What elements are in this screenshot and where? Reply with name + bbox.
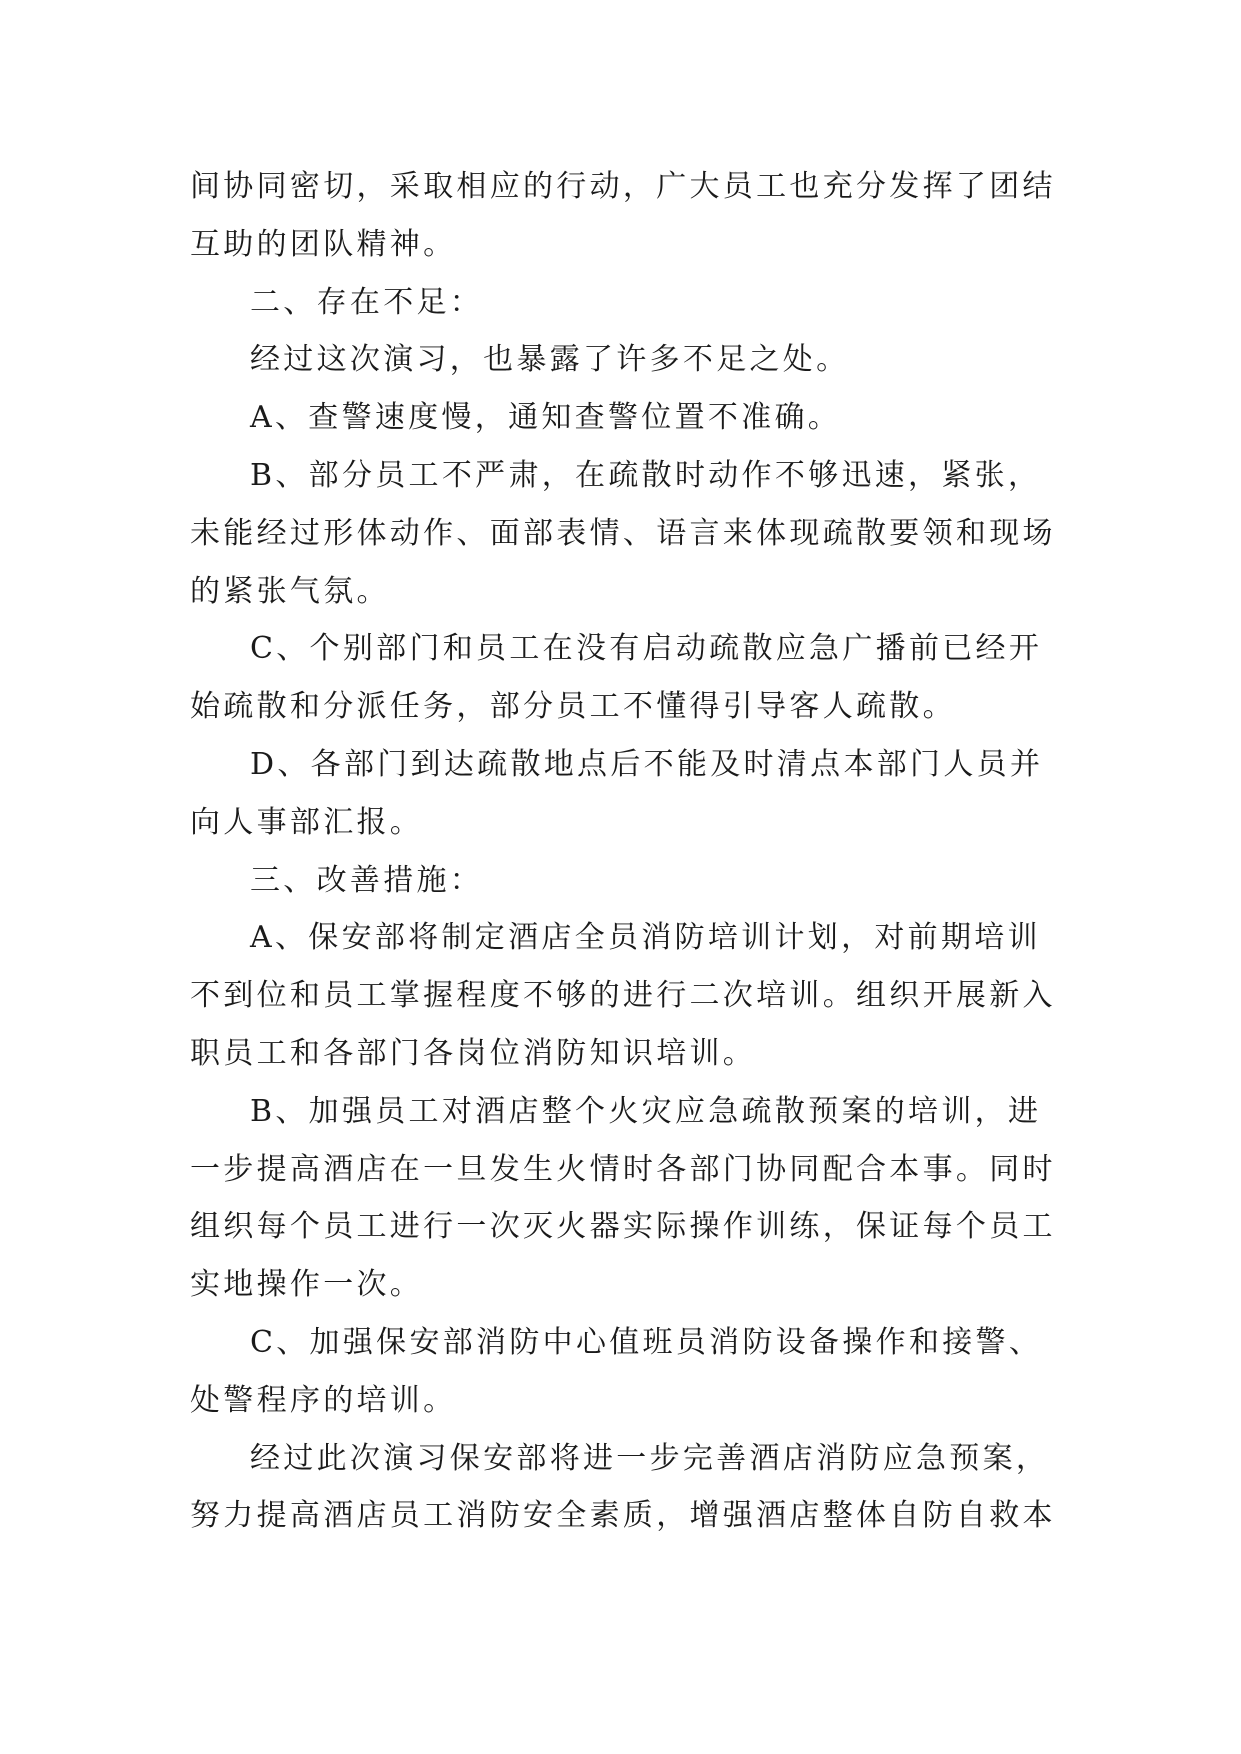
shortcoming-item-d: D、各部门到达疏散地点后不能及时清点本部门人员并向人事部汇报。 (190, 746, 1044, 840)
paragraph-shortcomings-intro: 经过这次演习，也暴露了许多不足之处。 (250, 342, 850, 378)
section-heading-shortcomings: 二、存在不足： (250, 284, 484, 320)
paragraph-conclusion: 经过此次演习保安部将进一步完善酒店消防应急预案，努力提高酒店员工消防安全素质，增强酒店整体自防自救本 (190, 1440, 1056, 1534)
improvement-item-a: A、保安部将制定酒店全员消防培训计划，对前期培训不到位和员工掌握程度不够的进行二次培训。组织开展新入职员工和各部门各岗位消防知识培训。 (190, 920, 1056, 1071)
shortcoming-item-c: C、个别部门和员工在没有启动疏散应急广播前已经开始疏散和分派任务，部分员工不懂得引导客人疏散。 (190, 631, 1043, 725)
shortcoming-item-b: B、部分员工不严肃，在疏散时动作不够迅速，紧张，未能经过形体动作、面部表情、语言来体现疏散要领和现场的紧张气氛。 (190, 457, 1056, 609)
shortcoming-item-a: A、查警速度慢，通知查警位置不准确。 (250, 400, 842, 436)
document-body (190, 158, 1056, 1545)
paragraph-continuation: 间协同密切，采取相应的行动，广大员工也充分发挥了团结互助的团队精神。 (190, 169, 1056, 262)
section-heading-improvements: 三、改善措施： (250, 862, 484, 898)
improvement-item-c: C、加强保安部消防中心值班员消防设备操作和接警、处警程序的培训。 (190, 1324, 1043, 1418)
improvement-item-b: B、加强员工对酒店整个火灾应急疏散预案的培训，进一步提高酒店在一旦发生火情时各部门协同配合本事。同时组织每个员工进行一次灭火器实际操作训练，保证每个员工实地操作一次。 (190, 1093, 1056, 1303)
